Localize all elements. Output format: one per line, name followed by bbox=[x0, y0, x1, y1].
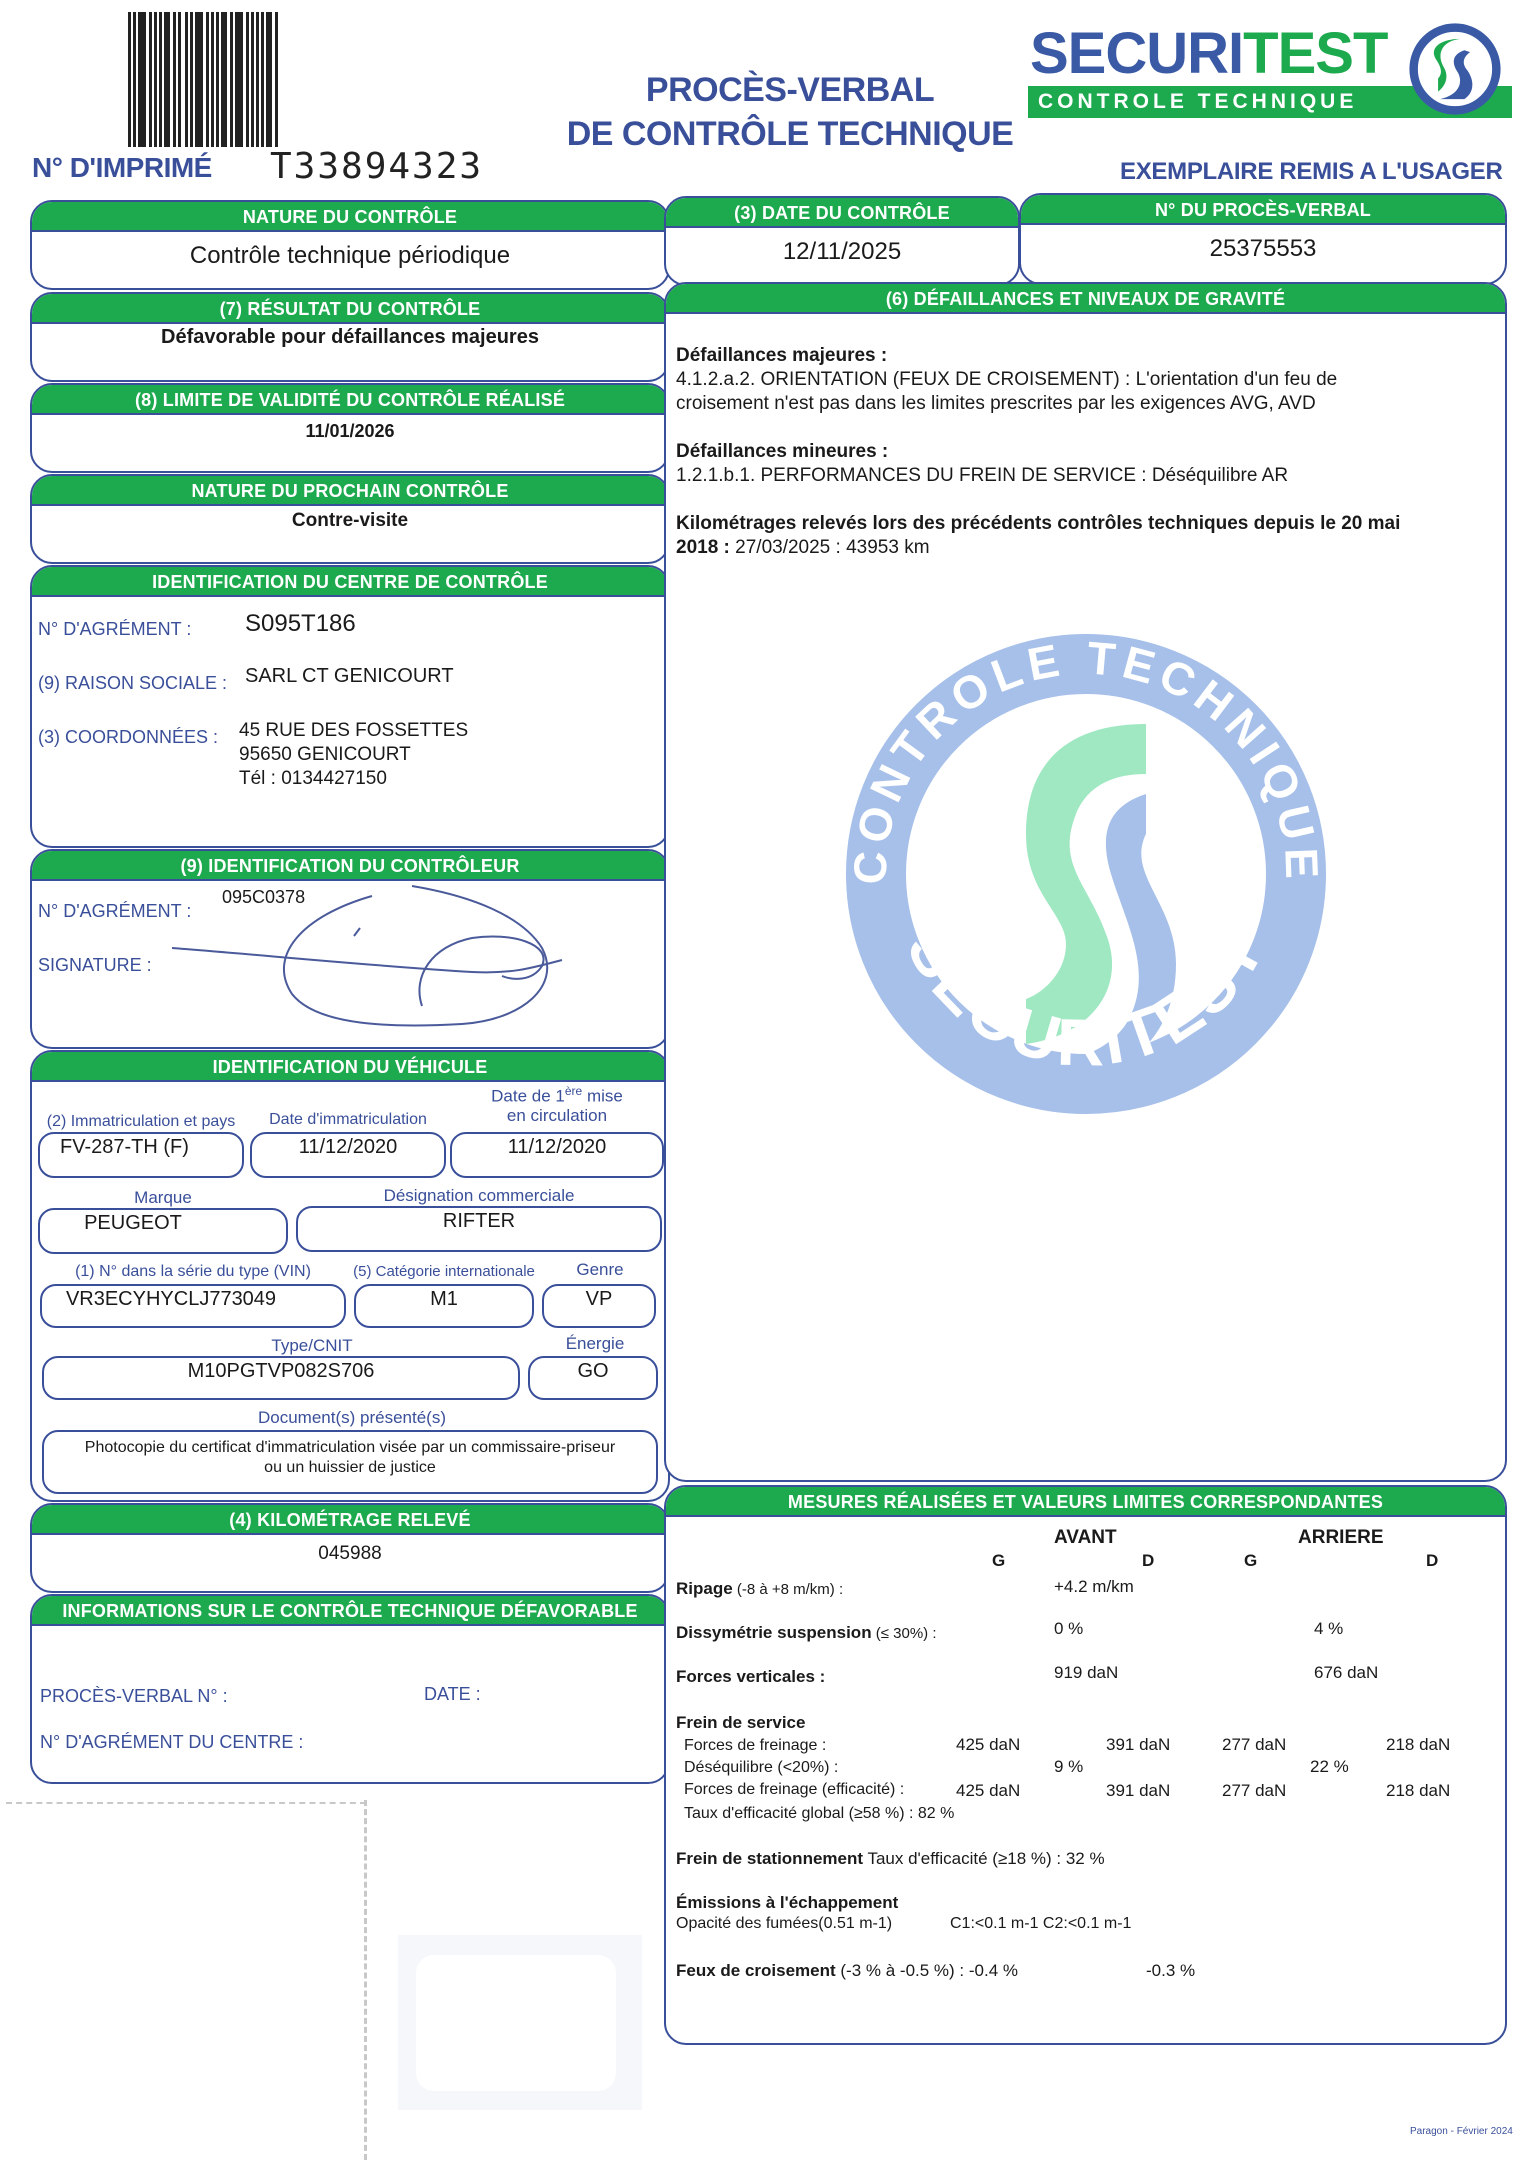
tear-line-horizontal bbox=[6, 1802, 366, 1804]
ff-avant-g: 425 daN bbox=[956, 1735, 1021, 1754]
type-label: Type/CNIT bbox=[271, 1336, 353, 1355]
logo-word-part-a: SECURI bbox=[1030, 21, 1244, 86]
logo-tagline: CONTROLE TECHNIQUE bbox=[1028, 86, 1402, 118]
majeures-block bbox=[676, 344, 1337, 416]
vin-value: VR3ECYHYCLJ773049 bbox=[65, 1288, 277, 1310]
date-immat-field bbox=[250, 1132, 446, 1178]
controleur-agrement-value: 095C0378 bbox=[222, 887, 306, 907]
limite-validite-box bbox=[30, 383, 670, 473]
mineures-line-1: 1.2.1.b.1. PERFORMANCES DU FREIN DE SERVICE : Déséquilibre AR bbox=[676, 465, 1289, 486]
arriere-g-header: G bbox=[1244, 1551, 1258, 1570]
type-field bbox=[42, 1356, 520, 1400]
resultat-value: Défavorable pour défaillances majeures bbox=[161, 326, 539, 348]
ripage-label: Ripage bbox=[676, 1579, 733, 1598]
numero-pv-title: N° DU PROCÈS-VERBAL bbox=[1021, 195, 1505, 225]
ripage-value: +4.2 m/km bbox=[1054, 1577, 1134, 1596]
forces-freinage-label: Forces de freinage : bbox=[684, 1737, 827, 1754]
controleur-box bbox=[30, 849, 670, 1049]
centre-box bbox=[30, 565, 670, 848]
vin-field bbox=[40, 1284, 346, 1328]
frein-stat-label: Frein de stationnement bbox=[676, 1849, 864, 1868]
desequilibre-arriere: 22 % bbox=[1310, 1757, 1349, 1776]
prochain-controle-value: Contre-visite bbox=[291, 510, 409, 531]
raison-sociale-label: (9) RAISON SOCIALE : bbox=[38, 673, 228, 693]
fe-avant-g: 425 daN bbox=[956, 1781, 1021, 1800]
centre-agrement-label-2: N° D'AGRÉMENT DU CENTRE : bbox=[40, 1732, 304, 1752]
energie-label: Énergie bbox=[565, 1334, 625, 1353]
pv-number-label: PROCÈS-VERBAL N° : bbox=[40, 1686, 228, 1706]
resultat-box bbox=[30, 292, 670, 382]
energie-field bbox=[528, 1356, 658, 1400]
emissions-label: Émissions à l'échappement bbox=[676, 1893, 899, 1912]
marque-value: PEUGEOT bbox=[84, 1212, 182, 1234]
controleur-title: (9) IDENTIFICATION DU CONTRÔLEUR bbox=[32, 851, 668, 881]
raison-sociale-value: SARL CT GENICOURT bbox=[245, 665, 454, 687]
designation-label: Désignation commerciale bbox=[383, 1186, 575, 1205]
taux-global: Taux d'efficacité global (≥58 %) : 82 % bbox=[684, 1805, 955, 1822]
mesures-box bbox=[664, 1485, 1507, 2045]
ripage-limit: (-8 à +8 m/km) : bbox=[732, 1581, 844, 1598]
km-value: 27/03/2025 : 43953 km bbox=[729, 537, 930, 558]
coordonnees-label: (3) COORDONNÉES : bbox=[38, 727, 219, 747]
prochain-controle-box bbox=[30, 474, 670, 564]
type-value: M10PGTVP082S706 bbox=[187, 1360, 375, 1382]
fe-arriere-g: 277 daN bbox=[1222, 1781, 1287, 1800]
dissym-limit: (≤ 30%) : bbox=[871, 1625, 937, 1642]
info-defavorable-box bbox=[30, 1594, 670, 1784]
date-mec-value: 11/12/2020 bbox=[507, 1136, 607, 1158]
categorie-label: (5) Catégorie internationale bbox=[353, 1263, 535, 1280]
dissym-arriere: 4 % bbox=[1314, 1619, 1344, 1638]
mesures-title: MESURES RÉALISÉES ET VALEURS LIMITES CORRESPONDANTES bbox=[666, 1487, 1505, 1517]
arriere-header: ARRIERE bbox=[1298, 1527, 1384, 1548]
resultat-title: (7) RÉSULTAT DU CONTRÔLE bbox=[32, 294, 668, 324]
forces-efficacite-label: Forces de freinage (efficacité) : bbox=[684, 1781, 905, 1798]
forces-verticales-arriere: 676 daN bbox=[1314, 1663, 1379, 1682]
mineures-heading: Défaillances mineures : bbox=[676, 441, 889, 462]
forces-verticales-label: Forces verticales : bbox=[676, 1667, 826, 1686]
nature-controle-title: NATURE DU CONTRÔLE bbox=[32, 202, 668, 232]
postal-city: 95650 GENICOURT bbox=[239, 744, 411, 765]
limite-validite-value: 11/01/2026 bbox=[305, 421, 395, 441]
imprime-label: N° D'IMPRIMÉ bbox=[32, 152, 212, 183]
date-controle-title: (3) DATE DU CONTRÔLE bbox=[666, 198, 1018, 228]
signature-scribble bbox=[92, 876, 652, 1046]
watermark-top-text: CONTROLE TECHNIQUE bbox=[843, 631, 1329, 886]
securitest-watermark-icon bbox=[826, 614, 1346, 1134]
phone: Tél : 0134427150 bbox=[239, 768, 387, 789]
majeures-heading: Défaillances majeures : bbox=[676, 345, 888, 366]
fe-arriere-d: 218 daN bbox=[1386, 1781, 1451, 1800]
date-immat-value: 11/12/2020 bbox=[298, 1136, 398, 1158]
majeures-line-2: croisement n'est pas dans les limites prescrites par les exigences AVG, AVD bbox=[676, 393, 1316, 414]
ff-avant-d: 391 daN bbox=[1106, 1735, 1171, 1754]
opacite-value: C1:<0.1 m-1 C2:<0.1 m-1 bbox=[950, 1915, 1132, 1932]
avant-header: AVANT bbox=[1054, 1527, 1117, 1548]
date-immat-label: Date d'immatriculation bbox=[269, 1111, 427, 1128]
date-mec-label-sup: ère bbox=[564, 1084, 583, 1098]
date-controle-value: 12/11/2025 bbox=[782, 238, 902, 265]
envelope-window-inner bbox=[416, 1955, 616, 2091]
forces-verticales-avant: 919 daN bbox=[1054, 1663, 1119, 1682]
info-defavorable-title: INFORMATIONS SUR LE CONTRÔLE TECHNIQUE DÉFAVORABLE bbox=[32, 1596, 668, 1626]
arriere-d-header: D bbox=[1426, 1551, 1439, 1570]
imprime-number: T33894323 bbox=[270, 146, 484, 187]
designation-field bbox=[296, 1206, 662, 1252]
immat-value: FV-287-TH (F) bbox=[60, 1136, 189, 1158]
date-mec-label-a: Date de 1 bbox=[491, 1086, 565, 1106]
date-label: DATE : bbox=[424, 1684, 481, 1704]
frein-stat-value: Taux d'efficacité (≥18 %) : 32 % bbox=[863, 1849, 1105, 1868]
barcode-bar bbox=[195, 12, 203, 147]
securitest-s-logo-icon bbox=[1408, 22, 1502, 116]
defaillances-box bbox=[664, 282, 1507, 1482]
kilometrage-box bbox=[30, 1503, 670, 1593]
immat-field bbox=[38, 1132, 244, 1178]
controleur-agrement-label: N° D'AGRÉMENT : bbox=[38, 901, 192, 921]
vehicule-title: IDENTIFICATION DU VÉHICULE bbox=[32, 1052, 668, 1082]
desequilibre-avant: 9 % bbox=[1054, 1757, 1084, 1776]
feux-label: Feux de croisement bbox=[676, 1961, 836, 1980]
frein-stationnement-row bbox=[676, 1849, 1105, 1869]
document-title bbox=[560, 68, 1020, 156]
documents-field bbox=[42, 1430, 658, 1494]
date-mec-label-b: mise bbox=[582, 1086, 623, 1106]
documents-line-1: Photocopie du certificat d'immatriculation visée par un commissaire-priseur bbox=[84, 1439, 616, 1456]
km-heading: Kilométrages relevés lors des précédents contrôles techniques depuis le 20 mai bbox=[676, 513, 1401, 534]
nature-controle-value: Contrôle technique périodique bbox=[189, 242, 511, 269]
numero-pv-value: 25375553 bbox=[1209, 235, 1317, 262]
logo-word-part-b: TEST bbox=[1243, 21, 1388, 86]
categorie-value: M1 bbox=[430, 1288, 458, 1310]
defaillances-title: (6) DÉFAILLANCES ET NIVEAUX DE GRAVITÉ bbox=[666, 284, 1505, 314]
barcode-bar bbox=[275, 12, 278, 147]
title-line-2: DE CONTRÔLE TECHNIQUE bbox=[566, 115, 1014, 153]
genre-value: VP bbox=[585, 1288, 613, 1310]
energie-value: GO bbox=[577, 1360, 609, 1382]
vehicule-box bbox=[30, 1050, 670, 1502]
ripage-row bbox=[676, 1579, 843, 1599]
numero-pv-box bbox=[1019, 193, 1507, 285]
barcode-bar bbox=[235, 12, 243, 147]
km-year: 2018 : bbox=[676, 537, 730, 558]
centre-title: IDENTIFICATION DU CENTRE DE CONTRÔLE bbox=[32, 567, 668, 597]
designation-value: RIFTER bbox=[442, 1210, 516, 1232]
majeures-line-1: 4.1.2.a.2. ORIENTATION (FEUX DE CROISEMENT) : L'orientation d'un feu de bbox=[676, 369, 1338, 390]
genre-field bbox=[542, 1284, 656, 1328]
documents-label: Document(s) présenté(s) bbox=[257, 1408, 446, 1427]
categorie-field bbox=[354, 1284, 534, 1328]
desequilibre-label: Déséquilibre (<20%) : bbox=[684, 1759, 839, 1776]
dissym-avant: 0 % bbox=[1054, 1619, 1084, 1638]
date-controle-box bbox=[664, 196, 1020, 286]
feux-second-value: -0.3 % bbox=[1146, 1961, 1196, 1980]
mineures-block bbox=[676, 440, 1288, 488]
avant-g-header: G bbox=[992, 1551, 1006, 1570]
genre-label: Genre bbox=[576, 1260, 624, 1279]
address-line: 45 RUE DES FOSSETTES bbox=[239, 720, 469, 741]
kilometrage-title: (4) KILOMÉTRAGE RELEVÉ bbox=[32, 1505, 668, 1535]
copy-note: EXEMPLAIRE REMIS A L'USAGER bbox=[1120, 158, 1503, 185]
vin-label: (1) N° dans la série du type (VIN) bbox=[75, 1263, 311, 1280]
dissym-row bbox=[676, 1623, 937, 1643]
frein-service-label: Frein de service bbox=[676, 1713, 806, 1732]
barcode-bar bbox=[138, 12, 146, 147]
date-mec-label-c: en circulation bbox=[506, 1105, 608, 1125]
ff-arriere-d: 218 daN bbox=[1386, 1735, 1451, 1754]
documents-value bbox=[44, 1438, 656, 1478]
date-mec-field bbox=[450, 1132, 664, 1178]
centre-agrement-value: S095T186 bbox=[245, 610, 356, 637]
immat-label: (2) Immatriculation et pays bbox=[46, 1113, 236, 1130]
kilometrage-value: 045988 bbox=[318, 1543, 382, 1564]
marque-field bbox=[38, 1208, 288, 1254]
date-mec-label bbox=[452, 1082, 662, 1125]
ff-arriere-g: 277 daN bbox=[1222, 1735, 1287, 1754]
centre-agrement-label: N° D'AGRÉMENT : bbox=[38, 619, 192, 639]
fe-avant-d: 391 daN bbox=[1106, 1781, 1171, 1800]
title-line-1: PROCÈS-VERBAL bbox=[645, 71, 935, 109]
prochain-controle-title: NATURE DU PROCHAIN CONTRÔLE bbox=[32, 476, 668, 506]
marque-label: Marque bbox=[134, 1188, 192, 1207]
dissym-label: Dissymétrie suspension bbox=[676, 1623, 872, 1642]
securitest-logo-word bbox=[1030, 22, 1387, 86]
kilometrages-block bbox=[676, 512, 1496, 560]
feux-croisement-row bbox=[676, 1961, 1018, 1981]
watermark-bottom-text: SECURITEST bbox=[892, 916, 1280, 1080]
barcode bbox=[128, 12, 342, 147]
opacite-label: Opacité des fumées(0.51 m-1) bbox=[676, 1915, 893, 1932]
nature-controle-box bbox=[30, 200, 670, 290]
coordonnees-value bbox=[239, 719, 468, 791]
envelope-window bbox=[398, 1935, 642, 2110]
limite-validite-title: (8) LIMITE DE VALIDITÉ DU CONTRÔLE RÉALISÉ bbox=[32, 385, 668, 415]
avant-d-header: D bbox=[1142, 1551, 1155, 1570]
feux-limit: (-3 % à -0.5 %) : -0.4 % bbox=[835, 1961, 1019, 1980]
tear-line-vertical bbox=[364, 1800, 367, 2160]
documents-line-2: ou un huissier de justice bbox=[264, 1459, 436, 1476]
signature-label: SIGNATURE : bbox=[38, 955, 152, 975]
footer-note: Paragon - Février 2024 bbox=[1410, 2126, 1513, 2137]
